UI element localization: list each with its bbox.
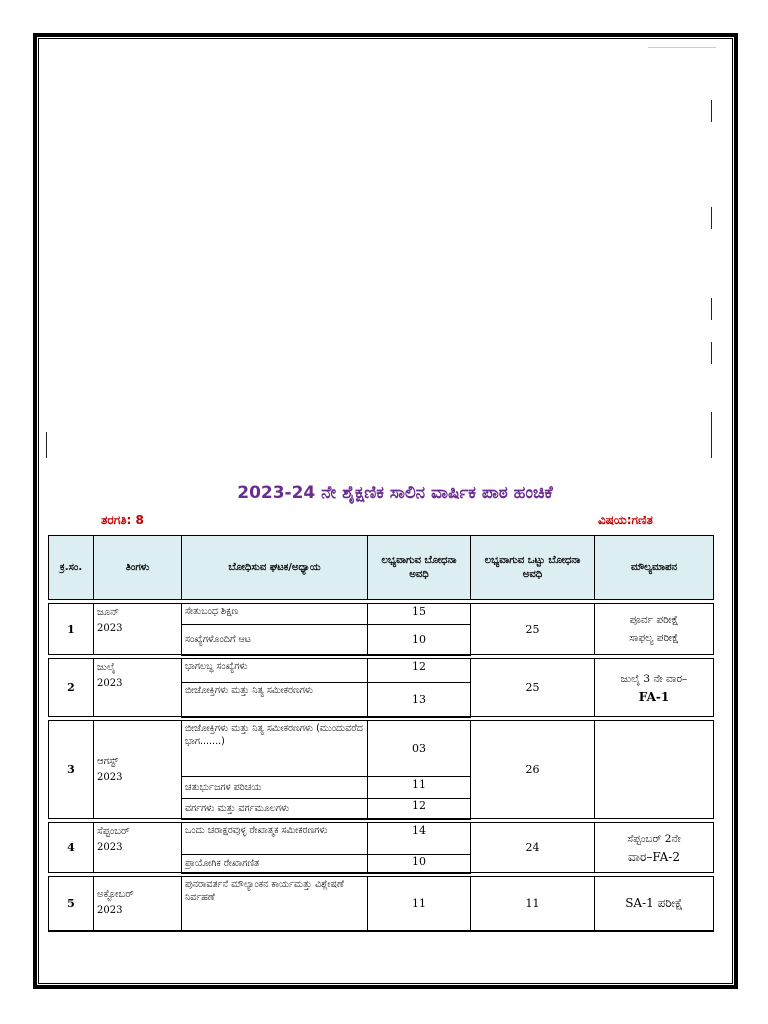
- topic-name: ಪ್ರಾಯೋಗಿಕ ರೇಖಾಗಣಿತ: [182, 855, 368, 873]
- evaluation-line: ವಾರ–FA-2: [628, 849, 680, 864]
- scan-mark: [711, 100, 712, 122]
- topic-name: ಸಂಖ್ಯೆಗಳೊಂದಿಗೆ ಆಟ: [182, 625, 368, 655]
- topic-name: ಬೀಜೋಕ್ತಿಗಳು ಮತ್ತು ನಿತ್ಯ ಸಮೀಕರಣಗಳು (ಮುಂದುವರೆದ ಭಾಗ.......): [182, 721, 368, 777]
- evaluation-cell: [595, 604, 714, 655]
- total-periods: 25: [471, 604, 595, 655]
- col-header-evaluation: ಮೌಲ್ಯಮಾಪನ: [595, 536, 714, 600]
- total-periods: 11: [471, 877, 595, 931]
- serial-number: 4: [49, 823, 94, 873]
- scan-mark: [711, 412, 712, 458]
- topic-periods: 12: [368, 659, 471, 683]
- topic-name: ಬೀಜೋಕ್ತಿಗಳು ಮತ್ತು ನಿತ್ಯ ಸಮೀಕರಣಗಳು: [182, 683, 368, 717]
- topic-periods: 10: [368, 855, 471, 873]
- month-name: ಜುಲೈ: [97, 662, 116, 673]
- table-row: [49, 877, 714, 931]
- topic-periods: 03: [368, 721, 471, 777]
- table-row: [49, 823, 714, 855]
- month-cell: [94, 721, 182, 819]
- col-header-unit: ಬೋಧಿಸುವ ಘಟಕ/ಅಧ್ಯಾಯ: [182, 536, 368, 600]
- topic-periods: 14: [368, 823, 471, 855]
- evaluation-cell: SA-1 ಪರೀಕ್ಷೆ: [595, 877, 714, 931]
- document-title: 2023-24 ನೇ ಶೈಕ್ಷಣಿಕ ಸಾಲಿನ ವಾರ್ಷಿಕ ಪಾಠ ಹಂಚಿಕೆ: [237, 483, 553, 503]
- evaluation-line: ಸೆಪ್ಟಂಬರ್ 2ನೇ: [627, 832, 681, 845]
- table-row: [49, 721, 714, 777]
- topic-periods: 13: [368, 683, 471, 717]
- month-year: 2023: [97, 623, 123, 634]
- evaluation-cell: [595, 823, 714, 873]
- topic-periods: 11: [368, 777, 471, 799]
- serial-number: 3: [49, 721, 94, 819]
- serial-number: 2: [49, 659, 94, 717]
- col-header-month: ತಿಂಗಳು: [94, 536, 182, 600]
- month-year: 2023: [97, 771, 123, 783]
- total-periods: 26: [471, 721, 595, 819]
- table-row: [49, 604, 714, 625]
- month-year: 2023: [97, 842, 123, 853]
- grade-label: ತರಗತಿ: 8: [101, 513, 144, 527]
- month-name: ಅಕ್ಟೋಬರ್: [97, 889, 134, 901]
- serial-number: 1: [49, 604, 94, 655]
- topic-periods: 12: [368, 799, 471, 819]
- topic-name: ಭಾಗಲಬ್ಧ ಸಂಖ್ಯೆಗಳು: [182, 659, 368, 683]
- month-name: ಸೆಪ್ಟಂಬರ್: [97, 826, 130, 837]
- topic-name: ಸೇತುಬಂಧ ಶಿಕ್ಷಣ: [182, 604, 368, 625]
- month-name: ಆಗಸ್ಟ್: [97, 755, 119, 767]
- month-name: ಜೂನ್: [97, 607, 119, 618]
- scan-mark: [711, 207, 712, 229]
- topic-periods: 11: [368, 877, 471, 931]
- evaluation-line: ಜುಲೈ 3 ನೇ ವಾರ–: [620, 672, 688, 685]
- total-periods: 24: [471, 823, 595, 873]
- month-cell: [94, 823, 182, 873]
- table-header-row: [49, 536, 714, 600]
- table-row: [49, 659, 714, 683]
- col-header-sl: ಕ್ರ.ಸಂ.: [49, 536, 94, 600]
- topic-periods: 10: [368, 625, 471, 655]
- topic-name: ವರ್ಗಗಳು ಮತ್ತು ವರ್ಗಮೂಲಗಳು: [182, 799, 368, 819]
- evaluation-line: FA-1: [638, 689, 670, 704]
- scan-mark: [648, 47, 716, 48]
- topic-name: ಪುನರಾವರ್ತನೆ ಮೌಲ್ಯಾಂಕನ ಕಾರ್ಯಮತ್ತು ವಿಶ್ಲೇಷಣೆ ನಿರ್ವಹಣೆ: [182, 877, 368, 931]
- month-cell: [94, 877, 182, 931]
- col-header-total: ಲಭ್ಯವಾಗುವ ಒಟ್ಟು ಬೋಧನಾ ಅವಧಿ: [471, 536, 595, 600]
- subject-label: ವಿಷಯ:ಗಣಿತ: [598, 513, 653, 527]
- col-header-periods: ಲಭ್ಯವಾಗುವ ಬೋಧನಾ ಅವಧಿ: [368, 536, 471, 600]
- lesson-plan-table: [48, 535, 714, 932]
- scan-mark: [711, 298, 712, 320]
- evaluation-line: ಪೂರ್ವ ಪರೀಕ್ಷೆ: [629, 614, 679, 626]
- total-periods: 25: [471, 659, 595, 717]
- evaluation-cell: [595, 659, 714, 717]
- topic-periods: 15: [368, 604, 471, 625]
- evaluation-line: ಸಾಫಲ್ಯ ಪರೀಕ್ಷೆ: [629, 632, 679, 644]
- scan-mark: [46, 432, 47, 458]
- month-year: 2023: [97, 905, 123, 917]
- evaluation-cell: [595, 721, 714, 819]
- month-cell: [94, 659, 182, 717]
- month-year: 2023: [97, 678, 123, 689]
- month-cell: [94, 604, 182, 655]
- serial-number: 5: [49, 877, 94, 931]
- topic-name: ಚತುರ್ಭುಜಗಳ ಪರಿಚಯ: [182, 777, 368, 799]
- topic-name: ಒಂದು ಚರಾಕ್ಷರವುಳ್ಳ ರೇಖಾತ್ಮಕ ಸಮೀಕರಣಗಳು: [182, 823, 368, 855]
- scan-mark: [711, 342, 712, 364]
